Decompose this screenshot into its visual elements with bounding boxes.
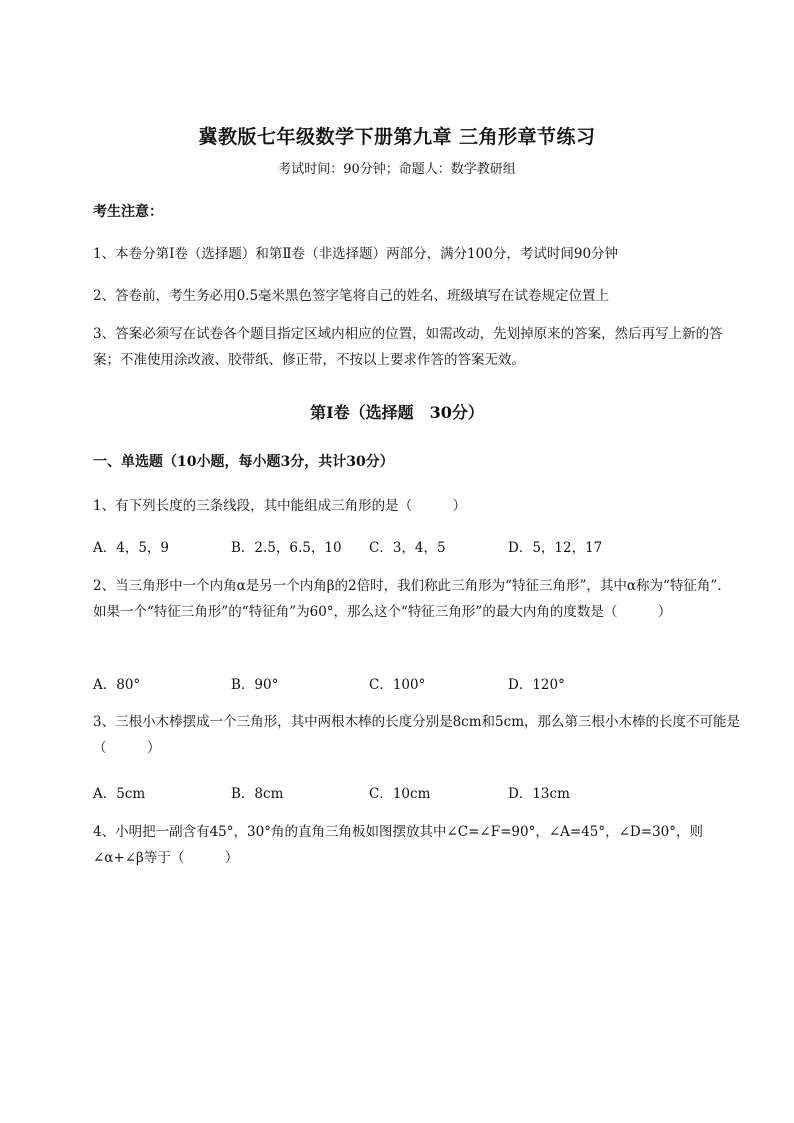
- question-1-option-d: D．5，12，17: [508, 540, 603, 556]
- page-title: 冀教版七年级数学下册第九章 三角形章节练习: [198, 126, 596, 148]
- question-1-stem: 1、有下列长度的三条线段，其中能组成三角形的是（ ）: [93, 498, 467, 514]
- notice-item-3: 3、答案必须写在试卷各个题目指定区域内相应的位置，如需改动，先划掉原来的答案，然后再写上新的答案；不准使用涂改液、胶带纸、修正带，不按以上要求作答的答案无效。: [93, 326, 723, 368]
- question-1-option-b: B．2.5，6.5，10: [231, 540, 342, 556]
- question-3-option-c: C．10cm: [369, 786, 431, 802]
- question-2-option-a: A．80°: [93, 677, 141, 693]
- question-1-option-c: C．3，4，5: [369, 540, 446, 556]
- question-2-option-c: C．100°: [369, 677, 426, 693]
- question-3-option-d: D．13cm: [508, 786, 570, 802]
- exam-info: 考试时间：90分钟；命题人：数学教研组: [278, 162, 516, 177]
- notice-item-2: 2、答卷前，考生务必用0.5毫米黑色签字笔将自己的姓名、班级填写在试卷规定位置上: [93, 288, 610, 304]
- question-3-option-b: B．8cm: [231, 786, 284, 802]
- section-title: 第I卷（选择题 30分）: [310, 403, 484, 422]
- notice-item-1: 1、本卷分第I卷（选择题）和第Ⅱ卷（非选择题）两部分，满分100分，考试时间90分钟: [93, 246, 619, 262]
- question-1-option-a: A．4，5，9: [93, 540, 170, 556]
- question-2-option-b: B．90°: [231, 677, 279, 693]
- question-2-stem: 2、当三角形中一个内角α是另一个内角β的2倍时，我们称此三角形为“特征三角形”，其中α称为“特征角”．如果一个“特征三角形”的“特征角”为60°，那么这个“特征三角形”的最大内角的度数是（ ）: [93, 578, 731, 620]
- question-group-title: 一、单选题（10小题，每小题3分，共计30分）: [93, 454, 394, 470]
- question-3-stem: 3、三根小木棒摆成一个三角形，其中两根木棒的长度分别是8cm和5cm，那么第三根小木棒的长度不可能是（ ）: [93, 714, 740, 756]
- question-4-stem: 4、小明把一副含有45°，30°角的直角三角板如图摆放其中∠C=∠F=90°，∠A=45°，∠D=30°，则∠α+∠β等于（ ）: [93, 824, 703, 866]
- notice-heading: 考生注意：: [93, 204, 163, 220]
- question-2-option-d: D．120°: [508, 677, 565, 693]
- question-3-option-a: A．5cm: [93, 786, 146, 802]
